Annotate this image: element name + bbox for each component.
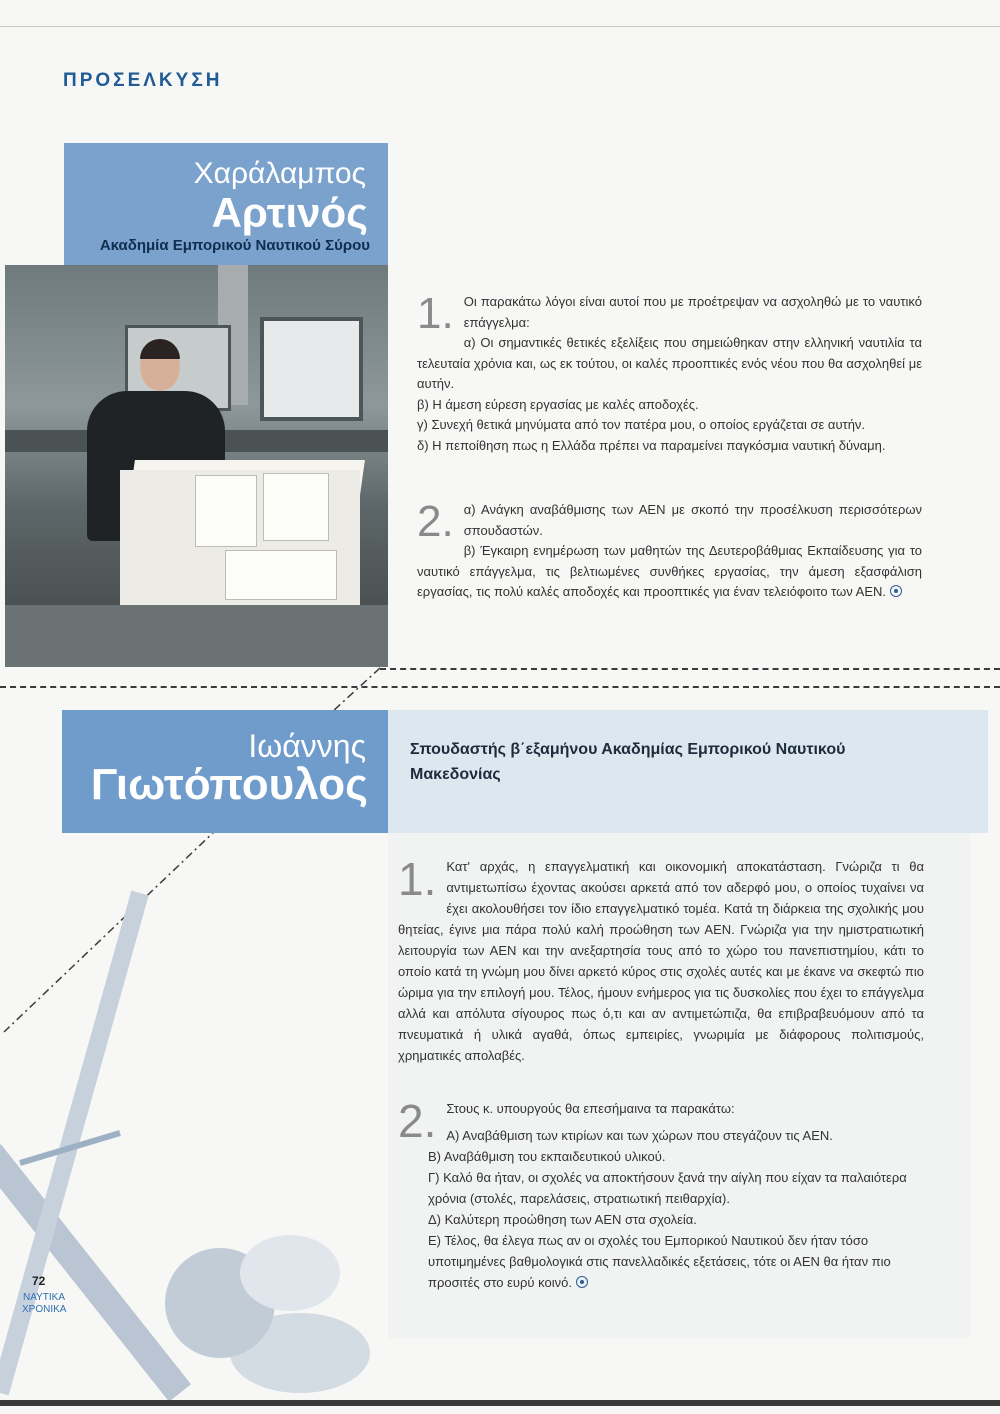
list-item: Δ) Καλύτερη προώθηση των ΑΕΝ στα σχολεία. bbox=[428, 1212, 697, 1227]
end-mark-icon bbox=[576, 1276, 588, 1288]
list-item: Β) Αναβάθμιση του εκπαιδευτικού υλικού. bbox=[428, 1149, 666, 1164]
cut-line bbox=[380, 668, 1000, 670]
list-item: Γ) Καλό θα ήταν, οι σχολές να αποκτήσουν ξανά την αίγλη που είχαν τα παλαιότερα χρόνια (στολές, παρελάσεις, στρατιωτική πειθαρχία). bbox=[428, 1170, 907, 1206]
profile2-last-name: Γιωτόπουλος bbox=[90, 760, 368, 809]
profile2-name-banner bbox=[62, 710, 388, 833]
profile2-answers bbox=[398, 853, 924, 1325]
bottom-rule bbox=[0, 1400, 1000, 1406]
profile1-first-name: Χαράλαμπος bbox=[193, 157, 366, 190]
profile1-photo bbox=[5, 265, 388, 667]
profile1-name-banner bbox=[64, 143, 388, 265]
section-title: ΠΡΟΣΕΛΚΥΣΗ bbox=[63, 70, 223, 91]
profile1-last-name: Αρτινός bbox=[211, 189, 368, 236]
magazine-name: ΝΑΥΤΙΚΑ ΧΡΟΝΙΚΑ bbox=[22, 1292, 67, 1315]
answer-number: 2. bbox=[417, 497, 454, 546]
answer-number: 2. bbox=[398, 1095, 437, 1147]
list-item: Α) Αναβάθμιση των κτιρίων και των χώρων που στεγάζουν τις ΑΕΝ. bbox=[446, 1128, 833, 1143]
end-mark-icon bbox=[890, 585, 902, 597]
profile2-first-name: Ιωάννης bbox=[248, 728, 366, 764]
answer-number: 1. bbox=[398, 853, 437, 905]
profile2-answer-1: 1. Κατ' αρχάς, η επαγγελματική και οικονομική αποκατάσταση. Γνώριζα τι θα αντιμετωπίσω έχοντας ακούσει αρκετά από τον αδερφό μου, ο οποίος τυχαίνει να έχει ακολουθήσει τον ίδιο επαγγελματικό τομέα. Κατά τη διάρκεια της σχολικής μου θητείας, έγινε μια πάρα πολύ καλή προώθηση των ΑΕΝ. Γνώριζα για την ημιστρατιωτική λειτουργία των ΑΕΝ και την ανεξαρτησία τους από το χώρο του πανεπιστημίου, κάτι το οποίο κατά τη γνώμη μου δίνει αρκετό κύρος στις σχολές αυτές και με έκανε να σκεφτώ πιο ώριμα για την επιλογή μου. Τέλος, ήμουν ενήμερος για τις δυσκολίες που έχει το επάγγελμα αλλά και απόλυτα σίγουρος πως ό,τι και αν αντιμετώπιζα, θα επιβραβευόμουν από τα πνευματικά ή υλικά αγαθά, όπως εμπειρίες, γνωριμία με διάφορους πολιτισμούς, χρηματικές απολαβές. bbox=[398, 853, 924, 1063]
list-item: Ε) Τέλος, θα έλεγα πως αν οι σχολές του Εμπορικού Ναυτικού δεν ήταν τόσο υποτιμημένες βαθμολογικά στις πανελλαδικές εξετάσεις, τότε οι ΑΕΝ θα ήταν πιο προσιτές στο ευρύ κοινό. bbox=[428, 1233, 891, 1290]
profile1-answers bbox=[417, 289, 922, 635]
recommendations-list bbox=[428, 1125, 924, 1293]
profile2-answer-2: 2. Στους κ. υπουργούς θα επεσήμαινα τα παρακάτω: Α) Αναβάθμιση των κτιρίων και των χώρων που στεγάζουν τις ΑΕΝ. Β) Αναβάθμιση του εκπαιδευτικού υλικού. Γ) Καλό θα ήταν, οι σχολές να αποκτήσουν ξανά την αίγλη που είχαν τα παλαιότερα χρόνια (στολές, παρελάσεις, στρατιωτική πειθαρχία). Δ) Καλύτερη προώθηση των ΑΕΝ στα σχολεία. Ε) Τέλος, θα έλεγα πως αν οι σχολές του Εμπορικού Ναυτικού δεν ήταν τόσο υποτιμημένες βαθμολογικά στις πανελλαδικές εξετάσεις, τότε οι ΑΕΝ θα ήταν πιο προσιτές στο ευρύ κοινό. bbox=[398, 1098, 924, 1293]
profile2-subtitle: Σπουδαστής β΄εξαμήνου Ακαδημίας Εμπορικού Ναυτικού Μακεδονίας bbox=[410, 741, 846, 783]
profile1-answer-2: 2. α) Ανάγκη αναβάθμισης των ΑΕΝ με σκοπό την προσέλκυση περισσότερων σπουδαστών. β) Έγκαιρη ενημέρωση των μαθητών της Δευτεροβάθμιας Εκπαίδευσης για το ναυτικό επάγγελμα, τις βελτιωμένες συνθήκες εργασίας, την άμεση εξασφάλιση εργασίας, τις πολύ καλές αποδοχές και προοπτικές για έναν τελειόφοιτο των ΑΕΝ. bbox=[417, 497, 922, 599]
top-rule bbox=[0, 26, 1000, 27]
answer-number: 1. bbox=[417, 289, 454, 338]
profile1-institution: Ακαδημία Εμπορικού Ναυτικού Σύρου bbox=[99, 237, 370, 254]
page-number: 72 bbox=[32, 1274, 46, 1288]
profile1-answer-1: 1. Οι παρακάτω λόγοι είναι αυτοί που με προέτρεψαν να ασχοληθώ με το ναυτικό επάγγελμα: α) Οι σημαντικές θετικές εξελίξεις που σημειώθηκαν στην ελληνική ναυτιλία τα τελευταία χρόνια και, ως εκ τούτου, οι καλές προοπτικές ενός νέου που θα ασχοληθεί με αυτήν. β) Η άμεση εύρεση εργασίας με καλές αποδοχές. γ) Συνεχή θετικά μηνύματα από τον πατέρα μου, ο οποίος εργάζεται σε αυτήν. δ) Η πεποίθηση πως η Ελλάδα πρέπει να παραμείνει παγκόσμια ναυτική δύναμη. bbox=[417, 289, 922, 453]
